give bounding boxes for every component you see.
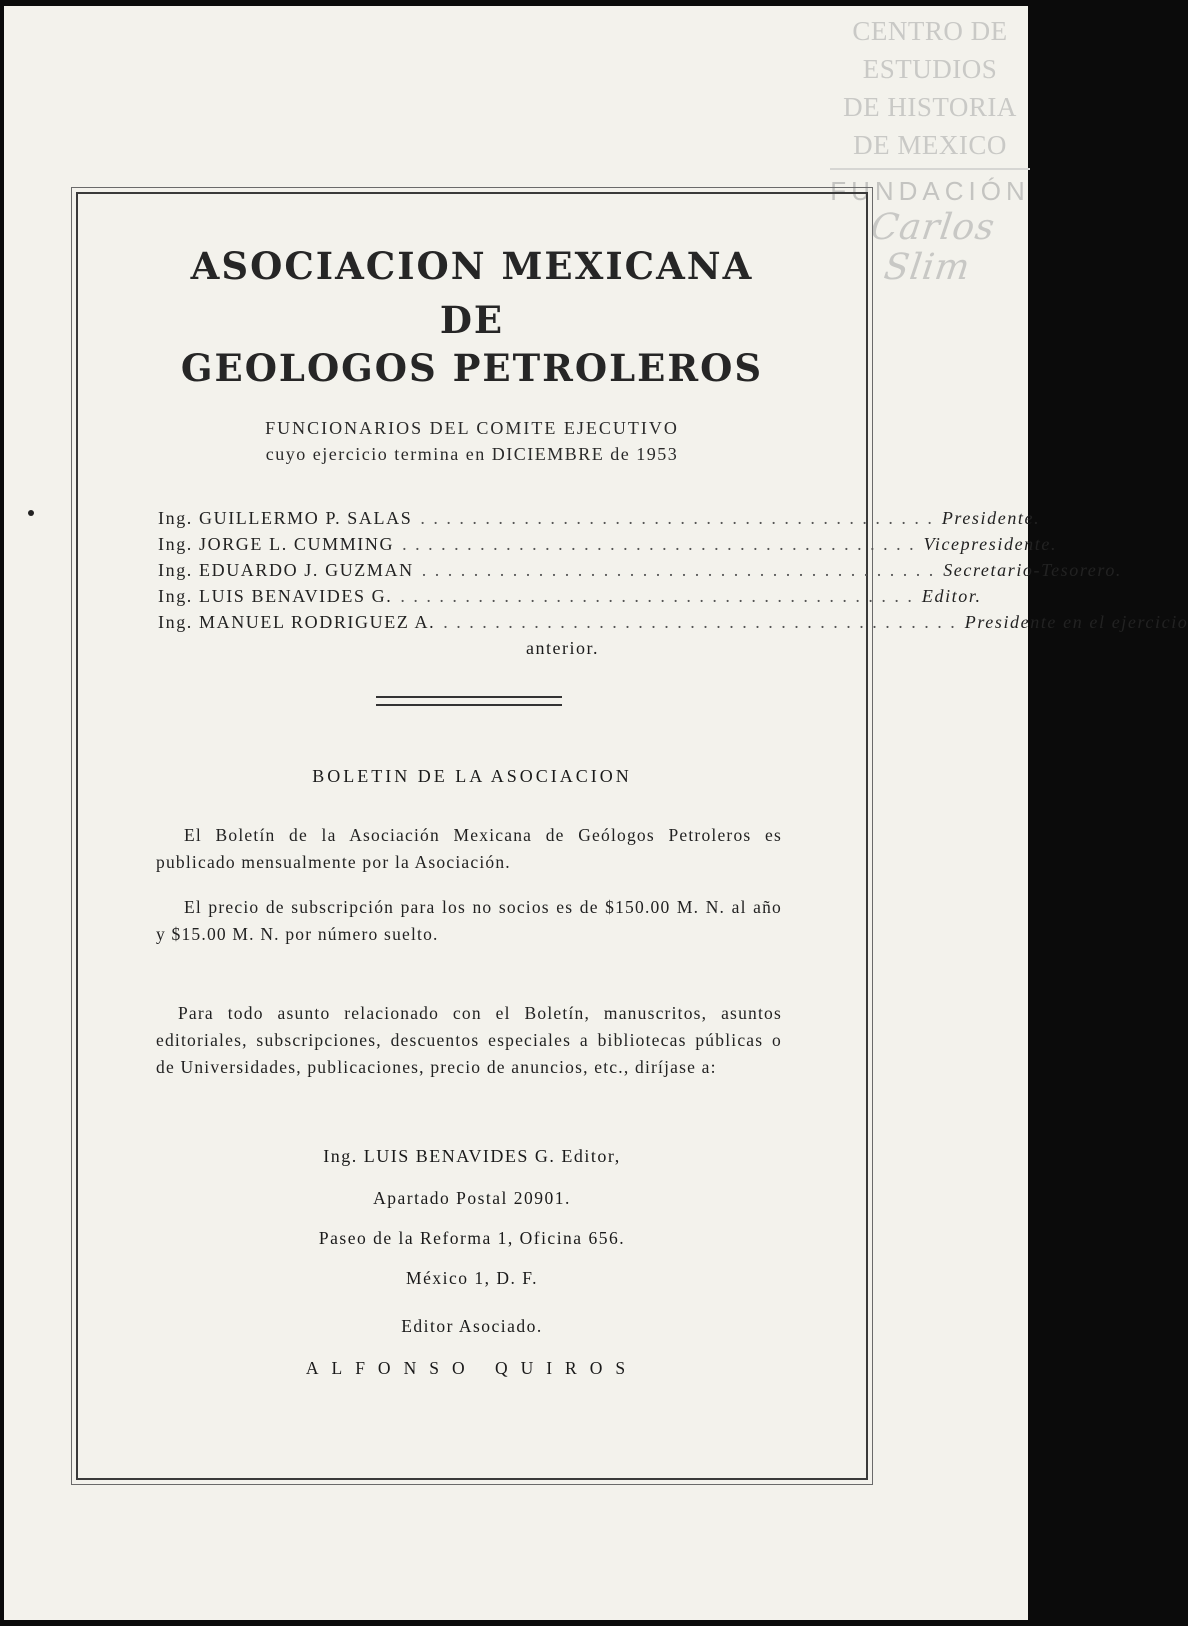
watermark-divider xyxy=(830,168,1030,170)
officer-role: Vicepresidente. xyxy=(923,534,1058,554)
print-speck xyxy=(28,510,34,516)
officer-role: Presidente. xyxy=(941,508,1041,528)
boletin-paragraph-2: El precio de subscripción para los no socios es de $150.00 M. N. al año y $15.00 M. N. por número suelto. xyxy=(156,897,782,944)
officer-role: Editor. xyxy=(921,586,982,606)
leader-dots: . . . . . . . . . . . . . . . . . . . . . . . . . . . . . . . . . . . . . . . . xyxy=(400,586,914,606)
committee-heading: FUNCIONARIOS DEL COMITE EJECUTIVO xyxy=(265,418,679,438)
leader-dots: . . . . . . . . . . . . . . . . . . . . . . . . . . . . . . . . . . . . . . . . xyxy=(420,508,934,528)
officer-name: Ing. LUIS BENAVIDES G. xyxy=(158,586,393,606)
editor-name: Ing. LUIS BENAVIDES G. Editor, xyxy=(323,1146,621,1166)
officer-row xyxy=(158,560,1123,581)
leader-dots: . . . . . . . . . . . . . . . . . . . . . . . . . . . . . . . . . . . . . . . . xyxy=(443,612,957,632)
officer-row xyxy=(158,612,1188,633)
associate-editor-name: ALFONSO QUIROS xyxy=(305,1358,639,1378)
title-line-3: GEOLOGOS PETROLEROS xyxy=(180,346,764,390)
scanned-page xyxy=(4,6,1188,1620)
boletin-paragraph-1: El Boletín de la Asociación Mexicana de Geólogos Petroleros es publicado mensualmente por la Asociación. xyxy=(156,825,782,872)
boletin-heading: BOLETIN DE LA ASOCIACION xyxy=(312,766,632,786)
watermark-line: ESTUDIOS xyxy=(862,54,998,84)
title-line-2: DE xyxy=(439,298,505,342)
city-address: México 1, D. F. xyxy=(406,1268,538,1288)
officer-role: Secretario-Tesorero. xyxy=(943,560,1123,580)
officer-name: Ing. EDUARDO J. GUZMAN xyxy=(158,560,414,580)
watermark-fundacion: FUNDACIÓN xyxy=(830,176,1030,206)
officer-name: Ing. JORGE L. CUMMING xyxy=(158,534,395,554)
committee-term: cuyo ejercicio termina en DICIEMBRE de 1953 xyxy=(265,444,679,464)
watermark-signature: Carlos Slim xyxy=(868,207,998,288)
watermark-line: DE MEXICO xyxy=(853,130,1007,160)
officer-role: Presidente en el ejercicio xyxy=(964,612,1188,632)
double-rule-divider xyxy=(376,696,562,706)
officer-row xyxy=(158,586,982,607)
watermark-line: CENTRO DE xyxy=(852,16,1008,46)
officer-row xyxy=(158,534,1058,555)
leader-dots: . . . . . . . . . . . . . . . . . . . . . . . . . . . . . . . . . . . . . . . . xyxy=(421,560,936,580)
associate-editor-label: Editor Asociado. xyxy=(401,1316,543,1336)
officer-row xyxy=(158,508,1041,529)
postal-box: Apartado Postal 20901. xyxy=(373,1188,571,1208)
leader-dots: . . . . . . . . . . . . . . . . . . . . . . . . . . . . . . . . . . . . . . . . xyxy=(402,534,916,554)
watermark-line: DE HISTORIA xyxy=(843,92,1017,122)
title-line-1: ASOCIACION MEXICANA xyxy=(190,244,754,288)
officer-name: Ing. MANUEL RODRIGUEZ A. xyxy=(158,612,436,632)
officer-name: Ing. GUILLERMO P. SALAS xyxy=(158,508,413,528)
officer-role-continuation: anterior. xyxy=(526,638,599,658)
boletin-paragraph-3: Para todo asunto relacionado con el Boletín, manuscritos, asuntos editoriales, subscripciones, descuentos especiales a bibliotecas públicas o de Universidades, publicaciones, precio de anuncios, etc., diríjase a: xyxy=(156,1003,782,1077)
street-address: Paseo de la Reforma 1, Oficina 656. xyxy=(318,1228,626,1248)
